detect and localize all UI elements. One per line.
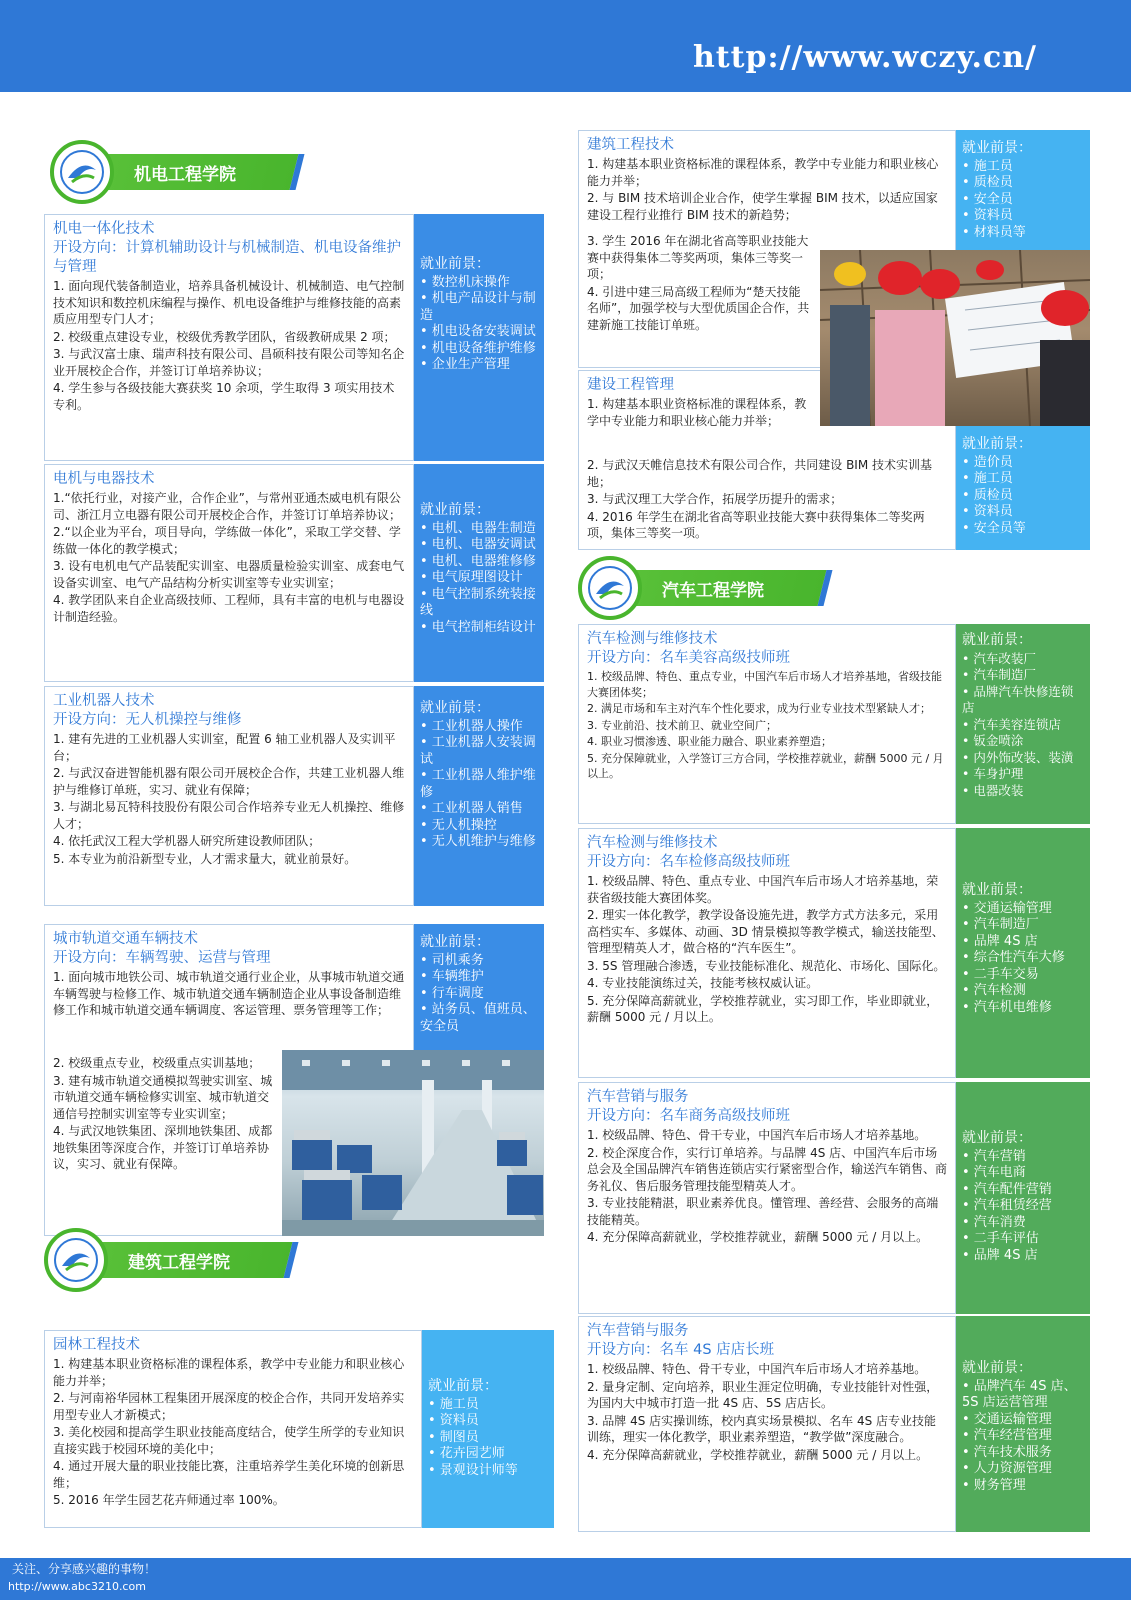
jobs-panel — [956, 624, 1090, 824]
job-item: • 景观设计师等 — [428, 1462, 518, 1478]
job-item: • 数控机床操作 — [420, 274, 510, 290]
major-point: 3. 品牌 4S 店实操训练，校内真实场景模拟、名车 4S 店专业技能训练，理实一体化教学，职业素养塑造，“教学做”深度融合。 — [587, 1413, 937, 1444]
major-point: 3. 建有城市轨道交通模拟驾驶实训室、城市轨道交通车辆检修实训室、城市轨道交通信号控制实训室等专业实训室； — [53, 1073, 273, 1121]
major-point: 2. 校级重点建设专业，校级优秀教学团队，省级教研成果 2 项； — [53, 329, 396, 344]
major-point: 2. 满足市场和车主对汽车个性化要求，成为行业专业技术型紧缺人才； — [587, 702, 931, 715]
job-item: • 造价员 — [962, 454, 1013, 470]
job-item: • 站务员、值班员、安全员 — [420, 1002, 536, 1034]
job-item: • 品牌 4S 店 — [962, 1247, 1038, 1263]
major-direction: 开设方向：名车 4S 店店长班 — [587, 1342, 775, 1358]
job-item: • 财务管理 — [962, 1477, 1026, 1493]
job-item: • 汽车美容连锁店 — [962, 716, 1061, 732]
jobs-heading: 就业前景： — [962, 1130, 1032, 1146]
job-item: • 行车调度 — [420, 985, 484, 1001]
job-item: • 工业机器人维护维修 — [420, 768, 536, 800]
major-point: 2. 与河南裕华园林工程集团开展深度的校企合作，共同开发培养实用型专业人才新模式； — [53, 1391, 405, 1422]
major-block-mechatronics — [44, 214, 414, 461]
major-direction: 开设方向：计算机辅助设计与机械制造、机电设备维护与管理 — [53, 240, 401, 275]
job-item: • 汽车消费 — [962, 1214, 1026, 1230]
job-item: • 资料员 — [428, 1413, 479, 1428]
job-item: • 机电设备维护维修 — [420, 340, 536, 356]
jobs-heading: 就业前景： — [962, 140, 1032, 156]
job-item: • 汽车经营管理 — [962, 1428, 1052, 1443]
major-title: 机电一体化技术 — [53, 221, 155, 237]
major-point: 2. 与武汉天帷信息技术有限公司合作，共同建设 BIM 技术实训基地； — [587, 458, 933, 489]
job-item: • 汽车机电维修 — [962, 999, 1052, 1015]
major-direction: 开设方向：名车商务高级技师班 — [587, 1108, 790, 1124]
major-point: 1. 校级品牌、特色、骨干专业，中国汽车后市场人才培养基地。 — [587, 1362, 927, 1376]
job-item: • 企业生产管理 — [420, 357, 510, 372]
college-logo-icon — [44, 1228, 108, 1292]
job-item: • 机电产品设计与制造 — [420, 291, 536, 323]
job-item: • 汽车营销 — [962, 1148, 1026, 1164]
jobs-panel — [414, 464, 544, 682]
major-point: 5. 2016 年学生园艺花卉师通过率 100%。 — [53, 1493, 285, 1507]
jobs-panel — [956, 426, 1090, 550]
major-title: 汽车检测与维修技术 — [587, 631, 718, 647]
job-item: • 质检员 — [962, 487, 1013, 503]
construction-site-photo — [820, 250, 1090, 426]
college-logo-icon — [578, 556, 642, 620]
job-item: • 汽车租赁经营 — [962, 1198, 1052, 1213]
major-point: 1. 校级品牌、特色、重点专业，中国汽车后市场人才培养基地，省级技能大赛团体奖； — [587, 670, 942, 699]
jobs-panel — [422, 1330, 554, 1528]
section-header-mech — [50, 140, 290, 206]
major-title: 建设工程管理 — [587, 377, 674, 393]
job-item: • 施工员 — [428, 1396, 479, 1412]
job-item: • 材料员等 — [962, 224, 1026, 240]
major-title: 园林工程技术 — [53, 1337, 140, 1353]
jobs-panel — [956, 1316, 1090, 1532]
major-point: 5. 本专业为前沿新型专业，人才需求量大，就业前景好。 — [53, 851, 357, 866]
jobs-heading: 就业前景： — [962, 1360, 1032, 1376]
job-item: • 品牌 4S 店 — [962, 933, 1038, 949]
major-point: 2. 校企深度合作，实行订单培养。与品牌 4S 店、中国汽车后市场总会及全国品牌汽车销售连锁店实行紧密型合作，输送汽车销售、商务礼仪、售后服务管理技能型精英人才。 — [587, 1145, 948, 1193]
job-item: • 施工员 — [962, 158, 1013, 174]
job-item: • 机电设备安装调试 — [420, 324, 536, 339]
major-point: 1. 建有先进的工业机器人实训室，配置 6 轴工业机器人及实训平台； — [53, 732, 396, 763]
job-item: • 电气控制系统装接线 — [420, 586, 536, 618]
job-item: • 汽车电商 — [962, 1165, 1026, 1180]
job-item: • 交通运输管理 — [962, 900, 1052, 916]
major-title: 电机与电器技术 — [53, 471, 155, 487]
major-title: 建筑工程技术 — [587, 137, 674, 153]
major-block-auto-repair — [578, 828, 956, 1078]
job-item: • 施工员 — [962, 471, 1013, 486]
major-point: 5. 充分保障高薪就业，学校推荐就业，实习即工作，毕业即就业，薪酬 5000 元 / 月以上。 — [587, 993, 939, 1024]
job-item: • 品牌汽车快修连锁店 — [962, 683, 1074, 715]
major-point: 3. 5S 管理融合渗透，专业技能标准化、规范化、市场化、国际化。 — [587, 958, 946, 973]
job-item: • 综合性汽车大修 — [962, 950, 1065, 965]
bottom-banner — [0, 1558, 1131, 1600]
major-point: 4. 职业习惯渗透、职业能力融合、职业素养塑造； — [587, 735, 832, 748]
jobs-heading: 就业前景： — [420, 502, 490, 518]
major-point: 5. 充分保障就业，入学签订三方合同，学校推荐就业，薪酬 5000 元 / 月以上。 — [587, 751, 944, 780]
job-item: • 电器改装 — [962, 782, 1024, 798]
job-item: • 人力资源管理 — [962, 1461, 1052, 1476]
major-direction: 开设方向：车辆驾驶、运营与管理 — [53, 950, 271, 966]
major-point: 4. 引进中建三局高级工程师为“楚天技能名师”，加强学校与大型优质国企合作，共建新施工技能订单班。 — [587, 284, 810, 332]
job-item: • 电机、电器生制造 — [420, 520, 536, 536]
site-url[interactable]: http://www.wczy.cn/ — [693, 40, 1037, 75]
jobs-heading: 就业前景： — [428, 1378, 498, 1394]
major-point: 2. 与武汉奋进智能机器有限公司开展校企合作，共建工业机器人维护与维修订单班，实习、就业有保障； — [53, 766, 405, 797]
jobs-panel — [414, 686, 544, 906]
major-point: 4. 与武汉地铁集团、深圳地铁集团、成都地铁集团等深度合作，并签订订单培养协议，实习、就业有保障。 — [53, 1124, 273, 1171]
job-item: • 汽车改装厂 — [962, 650, 1036, 666]
major-point: 1. 构建基本职业资格标准的课程体系，教学中专业能力和职业核心能力并举； — [53, 1357, 405, 1388]
major-point: 3. 专业技能精湛，职业素养优良。懂管理、善经营、会服务的高端技能精英。 — [587, 1196, 939, 1227]
jobs-heading: 就业前景： — [962, 632, 1032, 648]
major-point: 4. 充分保障高薪就业，学校推荐就业，薪酬 5000 元 / 月以上。 — [587, 1447, 929, 1462]
factory-photo — [282, 1050, 544, 1236]
jobs-panel — [956, 130, 1090, 250]
job-item: • 二手车评估 — [962, 1231, 1039, 1246]
job-item: • 品牌汽车 4S 店、5S 店运营管理 — [962, 1378, 1077, 1410]
jobs-heading: 就业前景： — [420, 934, 490, 950]
section-header-auto — [578, 556, 818, 622]
major-point: 4. 通过开展大量的职业技能比赛，注重培养学生美化环境的创新思维； — [53, 1459, 405, 1490]
major-point: 3. 与武汉富士康、瑞声科技有限公司、昌硕科技有限公司等知名企业开展校企合作，并签订订单培养协议； — [53, 347, 405, 378]
job-item: • 工业机器人销售 — [420, 801, 523, 816]
job-item: • 安全员等 — [962, 520, 1026, 536]
major-point: 3. 专业前沿、技术前卫、就业空间广； — [587, 718, 777, 732]
jobs-heading: 就业前景： — [420, 256, 490, 272]
jobs-heading: 就业前景： — [420, 700, 490, 716]
job-item: • 无人机操控 — [420, 817, 497, 833]
job-item: • 汽车技术服务 — [962, 1444, 1052, 1460]
major-point: 4. 依托武汉工程大学机器人研究所建设教师团队； — [53, 834, 321, 848]
major-block-motor — [44, 464, 414, 682]
major-point: 4. 充分保障高薪就业，学校推荐就业，薪酬 5000 元 / 月以上。 — [587, 1230, 929, 1244]
major-point: 1. 校级品牌、特色、骨干专业，中国汽车后市场人才培养基地。 — [587, 1128, 927, 1142]
major-point: 4. 学生参与各级技能大赛获奖 10 余项，学生取得 3 项实用技术专利。 — [53, 381, 395, 412]
major-point: 1. 面向现代装备制造业，培养具备机械设计、机械制造、电气控制技术知识和数控机床编程与操作、机电设备维护与维修技能的高素质应用型专门人才； — [53, 279, 405, 326]
college-logo-icon — [50, 140, 114, 204]
job-item: • 安全员 — [962, 191, 1013, 207]
major-direction: 开设方向：名车检修高级技师班 — [587, 854, 790, 870]
job-item: • 司机乘务 — [420, 952, 484, 968]
job-item: • 资料员 — [962, 504, 1013, 519]
major-point: 3. 美化校园和提高学生职业技能高度结合，使学生所学的专业知识直接实践于校园环境的美化中； — [53, 1425, 405, 1456]
job-item: • 车身护理 — [962, 766, 1024, 781]
major-point: 4. 2016 年学生在湖北省高等职业技能大赛中获得集体二等奖两项，集体三等奖一项。 — [587, 509, 925, 540]
major-point: 1.“依托行业，对接产业，合作企业”，与常州亚通杰威电机有限公司、浙江月立电器有限公司开展校企合作，并签订订单培养协议； — [53, 491, 402, 522]
major-point: 2. 校级重点专业，校级重点实训基地； — [53, 1056, 261, 1070]
major-direction: 开设方向：无人机操控与维修 — [53, 712, 242, 728]
section-title: 建筑工程学院 — [128, 1253, 230, 1273]
major-point: 1. 构建基本职业资格标准的课程体系，教学中专业能力和职业核心能力并举； — [587, 397, 807, 428]
job-item: • 钣金喷涂 — [962, 733, 1024, 748]
job-item: • 汽车配件营销 — [962, 1181, 1052, 1197]
major-block-auto-marketing — [578, 1082, 956, 1314]
top-banner — [0, 0, 1131, 92]
major-block-4s-manager — [578, 1316, 956, 1532]
jobs-panel — [956, 1082, 1090, 1314]
major-point: 2. 理实一体化教学，教学设备设施先进，教学方式方法多元，采用高档实车、多媒体、动画、3D 情景模拟等教学模式，输送技能型、管理型精英人才，做合格的“汽车医生”。 — [587, 908, 944, 955]
major-title: 汽车营销与服务 — [587, 1323, 689, 1339]
job-item: • 无人机维护与维修 — [420, 834, 536, 849]
section-header-arch — [44, 1228, 284, 1294]
job-item: • 制图员 — [428, 1429, 479, 1445]
major-point: 4. 专业技能演练过关，技能考核权威认证。 — [587, 976, 819, 990]
major-point: 3. 与武汉理工大学合作，拓展学历提升的需求； — [587, 492, 843, 506]
major-point: 2. 量身定制、定向培养，职业生涯定位明确，专业技能针对性强，为国内大中城市打造一批 4S 店、5S 店店长。 — [587, 1379, 939, 1410]
major-point: 2.“以企业为平台，项目导向，学练做一体化”，采取工学交替、学练做一体化的教学模式； — [53, 525, 401, 556]
job-item: • 工业机器人操作 — [420, 718, 523, 734]
jobs-panel — [956, 828, 1090, 1078]
major-point: 1. 面向城市地铁公司、城市轨道交通行业企业，从事城市轨道交通车辆驾驶与检修工作、城市轨道交通车辆制造企业从事设备制造维修工作和城市轨道交通车辆调度、客运管理、票务管理等工作； — [53, 970, 405, 1017]
major-direction: 开设方向：名车美容高级技师班 — [587, 650, 790, 666]
section-title: 汽车工程学院 — [662, 581, 764, 601]
job-item: • 质检员 — [962, 175, 1013, 190]
footer-slogan: 关注、分享感兴趣的事物！ — [12, 1562, 157, 1576]
job-item: • 电机、电器安调试 — [420, 537, 536, 552]
job-item: • 花卉园艺师 — [428, 1446, 505, 1461]
jobs-panel — [414, 214, 544, 461]
job-item: • 汽车制造厂 — [962, 667, 1036, 682]
major-point: 1. 构建基本职业资格标准的课程体系，教学中专业能力和职业核心能力并举； — [587, 157, 939, 188]
job-item: • 电气控制柜结设计 — [420, 619, 536, 635]
major-title: 汽车营销与服务 — [587, 1089, 689, 1105]
job-item: • 汽车检测 — [962, 983, 1026, 998]
major-block-landscape — [44, 1330, 422, 1528]
major-title: 城市轨道交通车辆技术 — [53, 931, 198, 947]
major-point: 1. 校级品牌、特色、重点专业、中国汽车后市场人才培养基地，荣获省级技能大赛团体奖。 — [587, 874, 939, 905]
job-item: • 资料员 — [962, 208, 1013, 223]
major-point: 4. 教学团队来自企业高级技师、工程师，具有丰富的电机与电器设计制造经验。 — [53, 593, 405, 624]
major-point: 3. 设有电机电气产品装配实训室、电器质量检验实训室、成套电气设备实训室、电气产品结构分析实训室等专业实训室； — [53, 559, 405, 590]
major-title: 汽车检测与维修技术 — [587, 835, 718, 851]
footer-url[interactable]: http://www.abc3210.com — [8, 1580, 146, 1593]
job-item: • 车辆维护 — [420, 969, 484, 984]
job-item: • 交通运输管理 — [962, 1411, 1052, 1427]
job-item: • 工业机器人安装调试 — [420, 735, 536, 767]
major-block-robot — [44, 686, 414, 906]
jobs-heading: 就业前景： — [962, 882, 1032, 898]
major-block-auto-beauty — [578, 624, 956, 824]
major-title: 工业机器人技术 — [53, 693, 155, 709]
jobs-heading: 就业前景： — [962, 436, 1032, 452]
job-item: • 内外饰改装、装潢 — [962, 749, 1074, 765]
job-item: • 电气原理图设计 — [420, 570, 523, 585]
major-point: 2. 与 BIM 技术培训企业合作，使学生掌握 BIM 技术，以适应国家建设工程行业推行 BIM 技术的新趋势； — [587, 191, 938, 222]
jobs-panel — [414, 924, 544, 1050]
job-item: • 二手车交易 — [962, 966, 1039, 982]
job-item: • 汽车制造厂 — [962, 917, 1039, 932]
job-item: • 电机、电器维修修 — [420, 553, 536, 569]
major-point: 3. 学生 2016 年在湖北省高等职业技能大赛中获得集体二等奖两项，集体三等奖一项； — [587, 234, 809, 281]
section-title: 机电工程学院 — [134, 165, 236, 185]
major-point: 3. 与湖北易瓦特科技股份有限公司合作培养专业无人机操控、维修人才； — [53, 800, 405, 831]
